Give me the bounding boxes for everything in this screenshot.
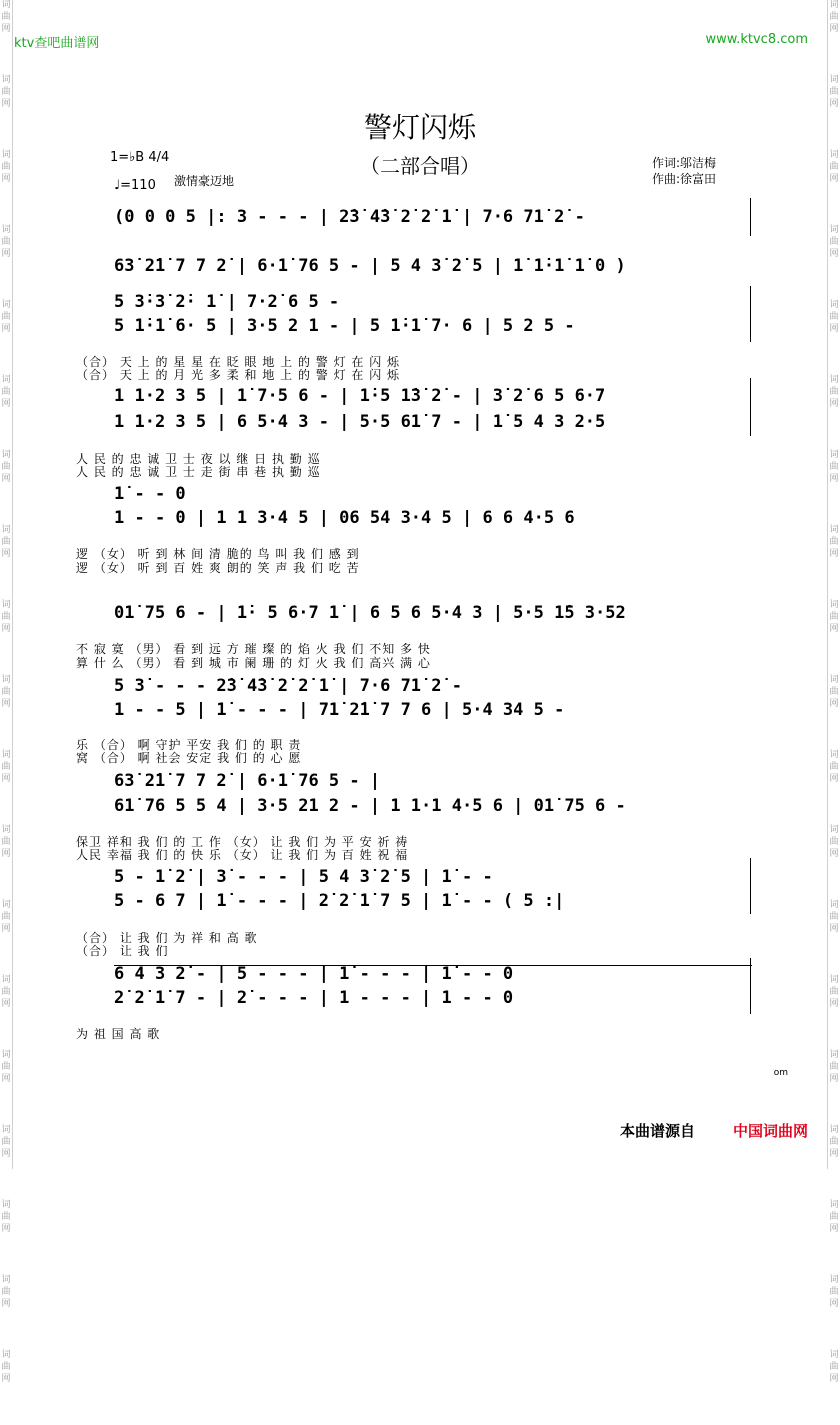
watermark-glyph: 曲 [829, 987, 839, 997]
watermark-glyph: 网 [1, 1224, 11, 1234]
watermark-glyph: 网 [829, 549, 839, 559]
lyric-line: 窝 （合） 啊 社会 安定 我 们 的 心 愿 [76, 751, 302, 765]
watermark-glyph: 词 [829, 825, 839, 835]
watermark-gap [1, 1086, 11, 1112]
watermark-gap [1, 1011, 11, 1037]
watermark-glyph: 曲 [829, 1212, 839, 1222]
key-signature: 1=♭B 4/4 [110, 150, 170, 165]
watermark-glyph: 网 [1, 1074, 11, 1084]
notation-row: 5 - 1̇ 2̇ | 3̇ - - - | 5 4 3̇ 2̇ 5 | 1̇ - - [114, 867, 493, 887]
watermark-glyph: 网 [1, 924, 11, 934]
watermark-glyph: 曲 [1, 987, 11, 997]
watermark-glyph: 词 [829, 1050, 839, 1060]
watermark-gap [829, 1161, 839, 1187]
watermark-glyph: 网 [1, 774, 11, 784]
watermark-gap [1, 1236, 11, 1262]
watermark-glyph: 网 [1, 1374, 11, 1384]
notation-row: 1 1·2 3 5 | 6 5·4 3 - | 5·5 61̇ 7 - | 1̇ 5 4 3 2·5 [114, 412, 606, 432]
watermark-gap [1, 186, 11, 212]
watermark-glyph: 网 [829, 1149, 839, 1159]
watermark-glyph: 曲 [1, 1137, 11, 1147]
lyric-line: （合） 天 上 的 星 星 在 眨 眼 地 上 的 警 灯 在 闪 烁 [76, 355, 401, 369]
watermark-glyph: 词 [829, 1275, 839, 1285]
watermark-glyph: 曲 [829, 12, 839, 22]
notation-row: 5 3̇·3̇ 2̇· 1̇ | 7·2̇ 6 5 - [114, 292, 340, 312]
watermark-glyph: 网 [829, 1224, 839, 1234]
watermark-glyph: 曲 [1, 387, 11, 397]
watermark-gap [1, 486, 11, 512]
lyric-line: 算 什 么 （男） 看 到 城 市 阑 珊 的 灯 火 我 们 高兴 满 心 [76, 656, 431, 670]
watermark-glyph: 网 [829, 174, 839, 184]
watermark-glyph: 词 [1, 150, 11, 160]
notation-row: 01̇ 75 6 - | 1̇· 5 6·7 1̇ | 6 5 6 5·4 3 | 5·5 1̇5 3·52 [114, 603, 626, 623]
watermark-glyph: 网 [1, 399, 11, 409]
watermark-glyph: 曲 [1, 912, 11, 922]
watermark-glyph: 曲 [829, 837, 839, 847]
watermark-glyph: 曲 [829, 237, 839, 247]
watermark-glyph: 网 [829, 699, 839, 709]
watermark-glyph: 词 [829, 150, 839, 160]
watermark-gap [1, 711, 11, 737]
watermark-glyph: 网 [829, 849, 839, 859]
lyric-line: 乐 （合） 啊 守护 平安 我 们 的 职 责 [76, 738, 302, 752]
watermark-glyph: 曲 [1, 837, 11, 847]
watermark-glyph: 曲 [829, 912, 839, 922]
watermark-glyph: 曲 [829, 1362, 839, 1372]
watermark-glyph: 曲 [1, 1212, 11, 1222]
watermark-glyph: 曲 [1, 237, 11, 247]
watermark-glyph: 词 [1, 450, 11, 460]
notation-row: 63̇ 2̇1̇ 7 7 2̇ | 6·1̇ 76 5 - | [114, 771, 381, 791]
watermark-gap [1, 336, 11, 362]
watermark-glyph: 网 [829, 474, 839, 484]
watermark-glyph: 词 [1, 675, 11, 685]
watermark-glyph: 曲 [829, 1287, 839, 1297]
notation-row: 5 - 6 7 | 1̇ - - - | 2̇ 2̇ 1̇ 7 5 | 1̇ - - ( 5 :| [114, 891, 565, 911]
watermark-glyph: 网 [1, 1299, 11, 1309]
watermark-glyph: 网 [829, 624, 839, 634]
lyric-line: （合） 让 我 们 [76, 944, 169, 958]
watermark-glyph: 词 [829, 975, 839, 985]
notation-row: (0 0 0 5 |: 3 - - - | 2̇3̇ 4̇3̇ 2̇ 2̇ 1̇ | 7·6 71̇ 2̇ - [114, 207, 585, 227]
watermark-glyph: 曲 [1, 1362, 11, 1372]
watermark-gap [1, 261, 11, 287]
watermark-glyph: 词 [829, 750, 839, 760]
watermark-glyph: 网 [1, 549, 11, 559]
watermark-gap [829, 411, 839, 437]
watermark-glyph: 网 [1, 1149, 11, 1159]
watermark-gap [1, 786, 11, 812]
lyric-line: （合） 让 我 们 为 祥 和 高 歌 [76, 931, 258, 945]
watermark-glyph: 词 [1, 0, 11, 10]
watermark-glyph: 词 [1, 75, 11, 85]
watermark-glyph: 网 [1, 849, 11, 859]
bar-line [750, 958, 751, 1014]
watermark-glyph: 词 [829, 525, 839, 535]
watermark-glyph: 曲 [1, 1062, 11, 1072]
watermark-glyph: 词 [829, 1350, 839, 1360]
watermark-glyph: 网 [1, 474, 11, 484]
watermark-glyph: 曲 [829, 612, 839, 622]
watermark-glyph: 词 [1, 900, 11, 910]
watermark-glyph: 网 [829, 1374, 839, 1384]
footer-site-link[interactable]: 中国词曲网 [732, 1122, 808, 1140]
footer-fragment: om [773, 1068, 788, 1078]
notation-row: 5 3̇ - - - 2̇3̇ 4̇3̇ 2̇ 2̇ 1̇ | 7·6 71̇ 2̇ - [114, 676, 462, 696]
watermark-gap [1, 411, 11, 437]
watermark-glyph: 网 [1, 324, 11, 334]
notation-row: 61̇ 76 5 5 4 | 3·5 21 2 - | 1 1·1 4·5 6 | 01̇ 75 6 - [114, 796, 626, 816]
watermark-glyph: 曲 [829, 537, 839, 547]
watermark-glyph: 曲 [829, 162, 839, 172]
watermark-glyph: 曲 [1, 12, 11, 22]
watermark-glyph: 网 [829, 1299, 839, 1309]
watermark-gap [829, 711, 839, 737]
watermark-glyph: 曲 [829, 762, 839, 772]
watermark-glyph: 词 [1, 600, 11, 610]
watermark-glyph: 词 [1, 750, 11, 760]
watermark-glyph: 网 [1, 174, 11, 184]
tempo-marking: ♩=110 [114, 178, 156, 193]
watermark-glyph: 网 [1, 24, 11, 34]
watermark-glyph: 词 [829, 1125, 839, 1135]
bar-line [750, 858, 751, 914]
header-url[interactable]: www.ktvc8.com [705, 32, 808, 47]
lyricist-credit: 作词:邬洁梅 [652, 156, 717, 170]
watermark-glyph: 词 [1, 1350, 11, 1360]
notation-row: 1 - - 5 | 1̇ - - - | 71̇ 2̇1̇ 7 7 6 | 5·4 34 5 - [114, 700, 565, 720]
notation-row: 1 1·2 3 5 | 1̇ 7·5 6 - | 1̇·5 1̇3̇ 2̇ - | 3̇ 2̇ 6 5 6·7 [114, 386, 606, 406]
watermark-glyph: 曲 [1, 162, 11, 172]
watermark-glyph: 网 [829, 999, 839, 1009]
watermark-glyph: 曲 [829, 387, 839, 397]
notation-row: 6 4 3 2̇ - | 5 - - - | 1̇ - - - | 1̇ - - 0 [114, 964, 514, 984]
watermark-glyph: 曲 [1, 462, 11, 472]
watermark-gap [1, 636, 11, 662]
watermark-gap [829, 1086, 839, 1112]
watermark-gap [829, 861, 839, 887]
watermark-glyph: 词 [1, 1200, 11, 1210]
watermark-gap [1, 561, 11, 587]
watermark-gap [829, 1236, 839, 1262]
watermark-gap [1, 1311, 11, 1337]
lyric-line: 人 民 的 忠 诚 卫 士 走 街 串 巷 执 勤 巡 [76, 465, 321, 479]
watermark-gap [1, 861, 11, 887]
watermark-glyph: 词 [1, 1275, 11, 1285]
watermark-glyph: 曲 [1, 1287, 11, 1297]
watermark-glyph: 词 [829, 0, 839, 10]
watermark-gap [829, 336, 839, 362]
watermark-glyph: 网 [829, 1074, 839, 1084]
watermark-glyph: 词 [1, 975, 11, 985]
watermark-gap [829, 261, 839, 287]
watermark-gap [829, 786, 839, 812]
watermark-glyph: 网 [1, 999, 11, 1009]
watermark-glyph: 曲 [1, 762, 11, 772]
notation-row: 5 1̇·1̇ 6· 5 | 3·5 2 1 - | 5 1̇·1̇ 7· 6 | 5 2 5 - [114, 316, 575, 336]
watermark-glyph: 词 [1, 1125, 11, 1135]
watermark-glyph: 网 [1, 624, 11, 634]
watermark-gap [1, 936, 11, 962]
composer-credit: 作曲:徐富田 [652, 172, 717, 186]
watermark-gap [829, 186, 839, 212]
notation-row: 1 - - 0 | 1 1 3·4 5 | 06 54 3·4 5 | 6 6 4·5 6 [114, 508, 575, 528]
watermark-glyph: 词 [829, 75, 839, 85]
watermark-glyph: 网 [829, 399, 839, 409]
watermark-glyph: 网 [829, 324, 839, 334]
watermark-glyph: 网 [829, 774, 839, 784]
watermark-glyph: 词 [1, 825, 11, 835]
watermark-glyph: 曲 [829, 687, 839, 697]
watermark-glyph: 词 [829, 675, 839, 685]
lyric-line: （合） 天 上 的 月 光 多 柔 和 地 上 的 警 灯 在 闪 烁 [76, 368, 401, 382]
watermark-glyph: 曲 [1, 87, 11, 97]
lyric-line: 逻 （女） 听 到 百 姓 爽 朗的 笑 声 我 们 吃 苦 [76, 561, 360, 575]
watermark-glyph: 网 [829, 24, 839, 34]
watermark-glyph: 词 [829, 375, 839, 385]
watermark-glyph: 词 [829, 1200, 839, 1210]
song-subtitle: （二部合唱） [360, 154, 480, 178]
watermark-glyph: 曲 [1, 612, 11, 622]
watermark-glyph: 词 [1, 525, 11, 535]
watermark-gap [1, 1161, 11, 1187]
lyric-line: 保卫 祥和 我 们 的 工 作 （女） 让 我 们 为 平 安 祈 祷 [76, 835, 409, 849]
watermark-glyph: 网 [1, 249, 11, 259]
lyric-line: 人 民 的 忠 诚 卫 士 夜 以 继 日 执 勤 巡 [76, 452, 321, 466]
watermark-gap [829, 1011, 839, 1037]
lyric-line: 为 祖 国 高 歌 [76, 1027, 161, 1041]
watermark-glyph: 词 [829, 450, 839, 460]
notation-row: 2̇ 2̇ 1̇ 7 - | 2̇ - - - | 1 - - - | 1 - - 0 [114, 988, 514, 1008]
bar-line [750, 378, 751, 436]
notation-row: 63̇ 2̇1̇ 7 7 2̇ | 6·1̇ 76 5 - | 5 4 3̇ 2̇ 5 | 1̇ 1̇·1̇ 1̇ 0 ) [114, 256, 626, 276]
watermark-gap [829, 636, 839, 662]
watermark-gap [829, 936, 839, 962]
watermark-glyph: 网 [829, 249, 839, 259]
song-title: 警灯闪烁 [363, 111, 476, 144]
watermark-glyph: 网 [1, 699, 11, 709]
lyric-line: 人民 幸福 我 们 的 快 乐 （女） 让 我 们 为 百 姓 祝 福 [76, 848, 409, 862]
notation-row: 1̇ - - 0 [114, 484, 186, 504]
watermark-glyph: 词 [829, 600, 839, 610]
watermark-glyph: 曲 [829, 312, 839, 322]
bar-line [750, 198, 751, 236]
watermark-glyph: 词 [1, 225, 11, 235]
watermark-glyph: 词 [829, 300, 839, 310]
right-watermark-column [829, 0, 839, 1425]
bar-line [750, 286, 751, 342]
watermark-glyph: 词 [1, 1050, 11, 1060]
watermark-glyph: 曲 [1, 312, 11, 322]
left-watermark-column [1, 0, 11, 1425]
watermark-glyph: 词 [1, 300, 11, 310]
header-site-name[interactable]: ktv查吧曲谱网 [14, 36, 100, 51]
watermark-gap [829, 486, 839, 512]
watermark-glyph: 词 [829, 225, 839, 235]
lyric-line: 不 寂 寞 （男） 看 到 远 方 璀 璨 的 焰 火 我 们 不知 多 快 [76, 642, 431, 656]
watermark-gap [829, 561, 839, 587]
watermark-glyph: 词 [829, 900, 839, 910]
watermark-glyph: 网 [829, 99, 839, 109]
expression-marking: 激情豪迈地 [174, 174, 235, 188]
footer-source-label: 本曲谱源自 [619, 1122, 695, 1140]
watermark-glyph: 曲 [1, 537, 11, 547]
watermark-gap [829, 36, 839, 62]
watermark-gap [829, 1311, 839, 1337]
watermark-gap [1, 36, 11, 62]
watermark-glyph: 曲 [829, 1062, 839, 1072]
watermark-glyph: 曲 [829, 462, 839, 472]
lyric-line: 逻 （女） 听 到 林 间 清 脆的 鸟 叫 我 们 感 到 [76, 547, 360, 561]
watermark-glyph: 词 [1, 375, 11, 385]
watermark-glyph: 网 [1, 99, 11, 109]
watermark-glyph: 曲 [829, 87, 839, 97]
watermark-gap [829, 1386, 839, 1412]
watermark-glyph: 曲 [1, 687, 11, 697]
watermark-gap [1, 1386, 11, 1412]
watermark-glyph: 曲 [829, 1137, 839, 1147]
watermark-glyph: 网 [829, 924, 839, 934]
